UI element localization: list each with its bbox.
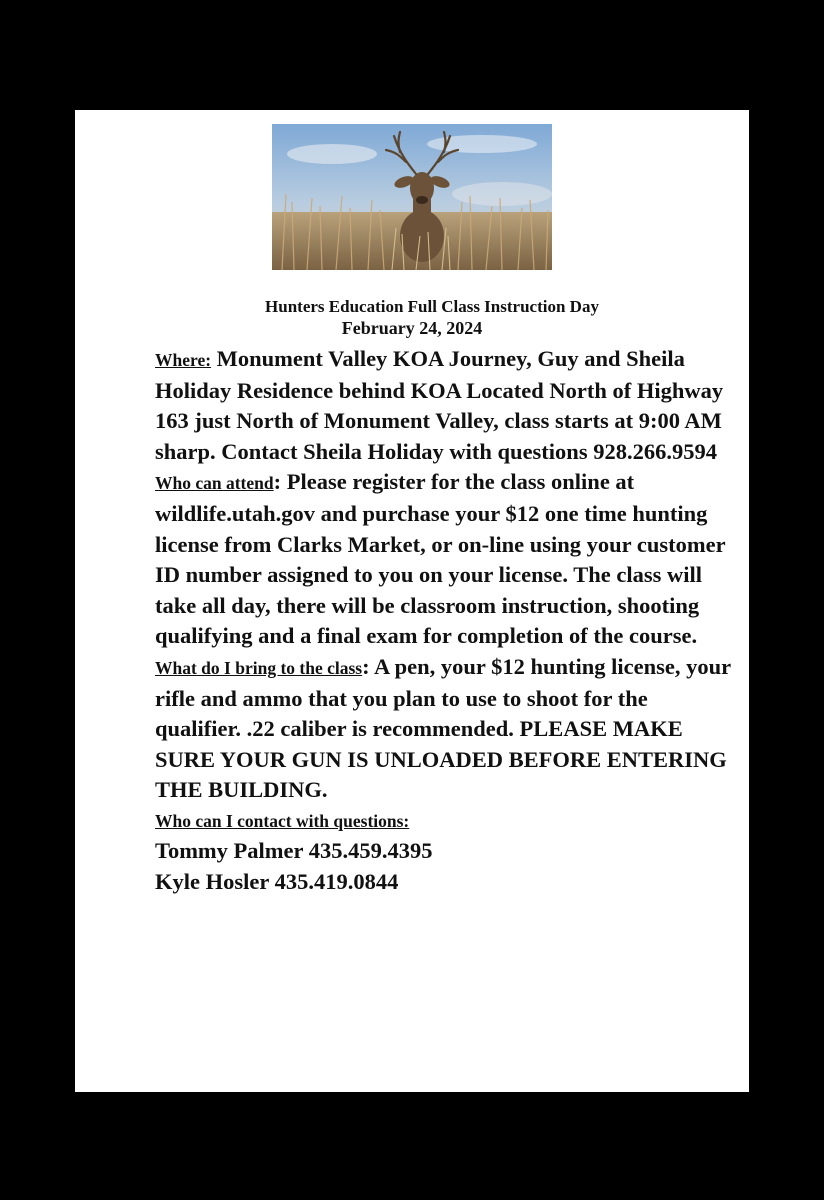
contact-person: Tommy Palmer 435.459.4395 [155,837,433,863]
deer-photo [272,124,552,270]
where-text: Monument Valley KOA Journey, Guy and Sheila Holiday Residence behind KOA Located North of Highway 163 just North of Monument Valley, class starts at 9:00 AM sharp. Contact Sheila Holiday with questions 928.266.9594 [155,346,724,464]
what-to-bring-label: What do I bring to the class [155,657,363,678]
who-can-attend-text: : Please register for the class online at wildlife.utah.gov and purchase your $12 one time hunting license from Clarks Market, or on-line using your customer ID number assigned to you on your license. The class will take all day, there will be classroom instruction, shooting qualifying and a final exam for completion of the course. [155,469,726,649]
who-can-attend-label: Who can attend [155,473,274,494]
what-to-bring-section [155,652,735,806]
where-section [155,344,735,467]
flyer-date: February 24, 2024 [341,318,483,338]
flyer-body [155,344,735,897]
flyer-sheet [75,110,749,1092]
what-to-bring-text: : A pen, your $12 hunting license, your rifle and ammo that you plan to use to shoot for the qualifier. .22 caliber is recommended. PLEASE MAKE SURE YOUR GUN IS UNLOADED BEFORE ENTERING THE BUILDING. [155,653,731,803]
flyer-title: Hunters Education Full Class Instruction Day [265,297,599,316]
contact-person: Kyle Hosler 435.419.0844 [155,868,399,894]
deer-image [272,124,552,270]
who-can-attend-section [155,467,735,652]
where-label: Where: [155,350,212,370]
contacts-label: Who can I contact with questions: [155,810,410,831]
